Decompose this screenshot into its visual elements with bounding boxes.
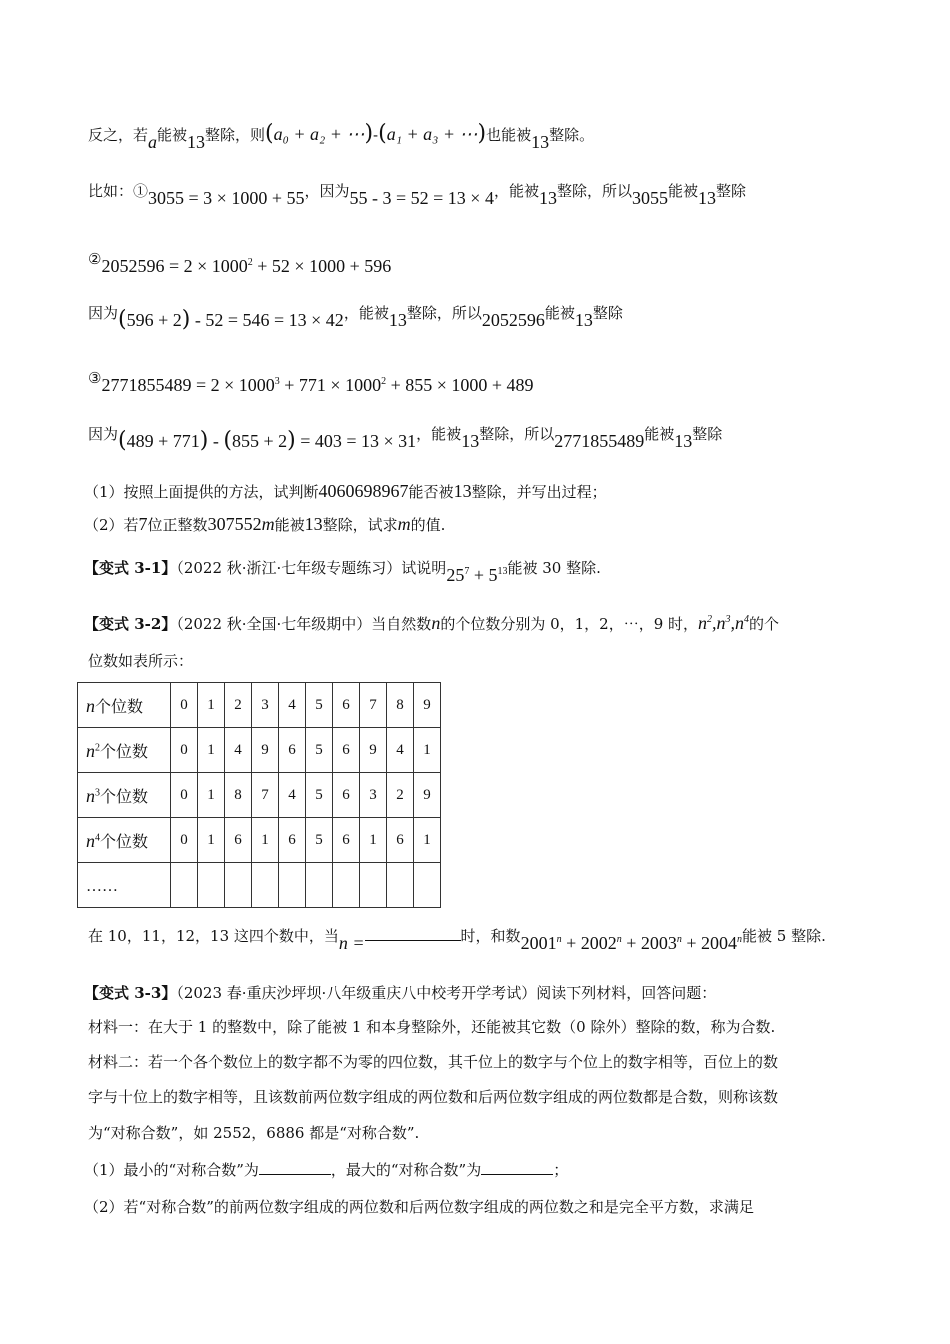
circled-3-marker: ③: [88, 369, 102, 387]
table-cell: 1: [198, 818, 225, 863]
text: 也能被: [486, 126, 532, 144]
number: 2771855489: [554, 431, 645, 451]
text: 能被 5 整除.: [742, 927, 826, 945]
table-cell: 6: [279, 818, 306, 863]
equation: 855 + 2: [231, 431, 288, 451]
table-cell: [306, 863, 333, 908]
exponent: n: [616, 934, 622, 945]
text: 能被: [157, 126, 188, 144]
var-n: n: [86, 695, 95, 716]
text: 比如：①: [88, 182, 149, 200]
table-cell: 2: [387, 773, 414, 818]
example-3-equation-line: [88, 364, 534, 395]
table-cell: 1: [360, 818, 387, 863]
example-2-equation-line: [88, 245, 392, 276]
text: ，能被: [493, 182, 539, 200]
exponent: 4: [95, 832, 100, 844]
text: ，最大的“对称合数”为: [330, 1161, 482, 1179]
var-m: m: [261, 514, 275, 534]
variant-3-2-line2: [88, 651, 193, 671]
text: 位数如表所示：: [88, 652, 194, 670]
n-equals: n =: [338, 933, 365, 953]
number: 7: [138, 514, 148, 534]
example-2-reason-line: [88, 302, 623, 332]
table-cell: 9: [414, 773, 441, 818]
text: （2）若: [84, 516, 139, 534]
table-cell: 4: [225, 728, 252, 773]
row-label: [78, 728, 171, 773]
exponent: 3: [725, 614, 731, 625]
text: 整除，试求: [322, 516, 398, 534]
label-text: 个位数: [100, 788, 149, 806]
var-a: a: [148, 132, 158, 152]
table-cell: 2: [225, 683, 252, 728]
text: 能被: [544, 304, 575, 322]
equation: [101, 375, 533, 395]
intro-converse-line: [88, 121, 595, 152]
table-cell: 0: [171, 683, 198, 728]
exponent: n: [676, 934, 682, 945]
table-cell: 5: [306, 683, 333, 728]
row-label: [78, 683, 171, 728]
variant-3-3-question-2: （2）若“对称合数”的前两位数字组成的两位数和后两位数字组成的两位数之和是完全平方数，求满足: [84, 1198, 754, 1216]
table-cell: 6: [333, 728, 360, 773]
text: 能被: [667, 182, 698, 200]
var-n: n: [86, 785, 95, 806]
variant-3-3-header: [84, 983, 716, 1003]
text: 反之，若: [88, 126, 149, 144]
table-cell: 1: [198, 728, 225, 773]
table-cell: 1: [414, 728, 441, 773]
text: （2022 秋·全国·七年级期中）当自然数: [176, 615, 432, 633]
example-3-reason-line: [88, 423, 723, 453]
table-cell: 6: [333, 818, 360, 863]
equation: [101, 256, 391, 276]
var-n: ,n: [712, 613, 726, 633]
answer-blank[interactable]: [365, 940, 461, 941]
text: 整除，并写出过程；: [471, 483, 607, 501]
min-answer-blank[interactable]: [259, 1174, 331, 1175]
table-cell: 1: [414, 818, 441, 863]
plus: +: [469, 565, 489, 585]
text: 整除。: [549, 126, 595, 144]
number-13: 13: [453, 481, 472, 501]
exponent: 2: [707, 614, 713, 625]
table-cell: 1: [198, 683, 225, 728]
table-cell: [171, 863, 198, 908]
sum-expression: [521, 933, 742, 953]
text: （1）按照上面提供的方法，试判断: [84, 483, 319, 501]
label-text: 个位数: [95, 698, 144, 716]
term: + 2003: [621, 933, 677, 953]
material-2-line1: 材料二：若一个各个数位上的数字都不为零的四位数，其千位上的数字与个位上的数字相等，百位上的数: [88, 1053, 779, 1071]
text: ，能被: [416, 425, 462, 443]
equation: 55 - 3 = 52 = 13 × 4: [349, 188, 494, 208]
table-cell: 3: [252, 683, 279, 728]
table-cell: 1: [198, 773, 225, 818]
circled-2-marker: ②: [88, 250, 102, 268]
text: 的个: [749, 615, 780, 633]
table-cell: 9: [360, 728, 387, 773]
text: 能被: [274, 516, 305, 534]
text: ，能被: [343, 304, 389, 322]
var-n: n: [698, 613, 708, 633]
paren-open: (: [223, 428, 232, 453]
table-cell: 9: [414, 683, 441, 728]
eq-part: + 771 × 1000: [279, 375, 382, 395]
table-row: [78, 683, 441, 728]
table-cell: [333, 863, 360, 908]
table-cell: 6: [225, 818, 252, 863]
var-n: n: [86, 830, 95, 851]
table-cell: 5: [306, 728, 333, 773]
text: 因为: [88, 425, 119, 443]
table-row: [78, 728, 441, 773]
term: + 2004: [681, 933, 738, 953]
text: 整除，所以: [479, 425, 555, 443]
table-cell: 0: [171, 728, 198, 773]
number-13: 13: [388, 310, 407, 330]
table-cell: [387, 863, 414, 908]
table-cell: 4: [279, 683, 306, 728]
table-cell: 1: [252, 818, 279, 863]
paren-close: ): [477, 121, 487, 146]
table-cell: 6: [333, 683, 360, 728]
table-row: [78, 818, 441, 863]
table-cell: 4: [387, 728, 414, 773]
paren-open: (: [265, 121, 274, 146]
exponent: 2: [381, 376, 387, 387]
text: （2022 秋·浙江·七年级专题练习）试说明: [176, 559, 447, 577]
table-cell: 7: [360, 683, 387, 728]
exponent: 3: [274, 376, 280, 387]
exponent: 2: [247, 257, 253, 268]
paren-close: ): [364, 121, 374, 146]
var-n: ,n: [730, 613, 745, 633]
variant-tag: 【变式 3-2】: [84, 615, 177, 633]
table-cell: [414, 863, 441, 908]
table-cell: 5: [306, 773, 333, 818]
variant-tag: 【变式 3-3】: [84, 984, 177, 1002]
term: + 2002: [561, 933, 617, 953]
text: （1）最小的“对称合数”为: [84, 1161, 259, 1179]
exponent: 4: [744, 614, 750, 625]
material-2-line2: 字与十位上的数字相等，且该数前两位数字组成的两位数和后两位数字组成的两位数都是合数，则称该数: [88, 1088, 779, 1106]
text: 能被 30 整除.: [507, 559, 601, 577]
variant-3-3-question-1: [84, 1160, 568, 1180]
row-label: [78, 818, 171, 863]
exponent: n: [737, 934, 743, 945]
text: 整除: [592, 304, 623, 322]
variant-3-2-line1: [84, 610, 779, 634]
table-cell: [225, 863, 252, 908]
table-row: [78, 863, 441, 908]
text: 整除: [692, 425, 723, 443]
question-2: [84, 514, 445, 535]
material-2-line3: 为“对称合数”，如 2552，6886 都是“对称合数”.: [88, 1124, 420, 1142]
text: ，因为: [304, 182, 350, 200]
row-label: [78, 773, 171, 818]
expr-odd-digits: a₁ + a₃ + ⋯: [386, 124, 478, 144]
equation: 3055 = 3 × 1000 + 55: [148, 188, 305, 208]
units-digit-table: [77, 682, 441, 908]
text: 整除，所以: [406, 304, 482, 322]
eq-part: 2052596 = 2 × 1000: [101, 256, 248, 276]
number: 2052596: [481, 310, 545, 330]
exponent: 3: [95, 787, 100, 799]
number-13: 13: [531, 132, 550, 152]
material-1: 材料一：在大于 1 的整数中，除了能被 1 和本身整除外，还能被其它数（0 除外）整除的数，称为合数.: [88, 1018, 776, 1036]
number-13: 13: [461, 431, 480, 451]
text: 能被: [644, 425, 675, 443]
table-row: [78, 773, 441, 818]
variant-tag: 【变式 3-1】: [84, 559, 177, 577]
exponent: 2: [95, 742, 100, 754]
base: 25: [446, 565, 465, 585]
text: 整除，则: [205, 126, 266, 144]
question-1: [84, 481, 607, 502]
var-n: n: [431, 613, 441, 633]
minus: -: [208, 431, 224, 451]
table-cell: 6: [279, 728, 306, 773]
paren-open: (: [118, 428, 127, 453]
exponent: n: [556, 934, 562, 945]
text: 因为: [88, 304, 119, 322]
text: 的个位数分别为 0，1，2，⋯，9 时，: [440, 615, 699, 633]
table-cell: [360, 863, 387, 908]
table-cell: [198, 863, 225, 908]
label-text: ……: [86, 877, 118, 895]
number-13: 13: [304, 514, 323, 534]
text: （2023 春·重庆沙坪坝·八年级重庆八中校考开学考试）阅读下列材料，回答问题：: [176, 984, 717, 1002]
base: 5: [488, 565, 498, 585]
eq-part: 2771855489 = 2 × 1000: [101, 375, 275, 395]
number-13: 13: [187, 132, 206, 152]
number-13: 13: [674, 431, 693, 451]
text: 整除: [716, 182, 747, 200]
number-13: 13: [574, 310, 593, 330]
table-cell: 4: [279, 773, 306, 818]
paren-close: ): [181, 307, 191, 332]
text: 在 10，11，12，13 这四个数中，当: [88, 927, 339, 945]
expr-even-digits: a₀ + a₂ + ⋯: [273, 124, 365, 144]
minus: -: [373, 126, 379, 144]
number: 4060698967: [318, 481, 409, 501]
equation: - 52 = 546 = 13 × 42: [190, 310, 344, 330]
number: 307552: [207, 514, 262, 534]
table-cell: 6: [333, 773, 360, 818]
expression: [446, 565, 507, 585]
equation: = 403 = 13 × 31: [295, 431, 417, 451]
powers: [698, 613, 749, 633]
text: 位正整数: [147, 516, 208, 534]
label-text: 个位数: [100, 743, 149, 761]
var-n: n: [86, 740, 95, 761]
eq-part: + 855 × 1000 + 489: [386, 375, 534, 395]
exponent: 13: [497, 566, 508, 577]
max-answer-blank[interactable]: [481, 1174, 553, 1175]
table-cell: 8: [225, 773, 252, 818]
table-cell: 7: [252, 773, 279, 818]
text: 的值.: [410, 516, 446, 534]
number-13: 13: [538, 188, 557, 208]
example-1-line: [88, 180, 747, 208]
table-cell: 6: [387, 818, 414, 863]
table-cell: 0: [171, 773, 198, 818]
term: 2001: [520, 933, 557, 953]
var-m: m: [397, 514, 411, 534]
paren-close: ): [287, 428, 296, 453]
table-cell: 3: [360, 773, 387, 818]
row-label: [78, 863, 171, 908]
paren-open: (: [118, 307, 127, 332]
eq-part: + 52 × 1000 + 596: [252, 256, 392, 276]
text: 整除，所以: [556, 182, 632, 200]
number: 3055: [631, 188, 668, 208]
equation: 489 + 771: [126, 431, 200, 451]
number-13: 13: [698, 188, 716, 208]
table-cell: [279, 863, 306, 908]
table-cell: [252, 863, 279, 908]
text: ；: [553, 1161, 569, 1179]
paren-close: ): [199, 428, 209, 453]
text: 能否被: [408, 483, 454, 501]
table-cell: 8: [387, 683, 414, 728]
label-text: 个位数: [100, 833, 149, 851]
paren-open: (: [378, 121, 387, 146]
text: 时，和数: [460, 927, 521, 945]
table-cell: 9: [252, 728, 279, 773]
table-cell: 5: [306, 818, 333, 863]
table-cell: 0: [171, 818, 198, 863]
equation: 596 + 2: [126, 310, 182, 330]
variant-3-1: [84, 554, 601, 585]
variant-3-2-question: [88, 922, 826, 953]
exponent: 7: [464, 566, 470, 577]
